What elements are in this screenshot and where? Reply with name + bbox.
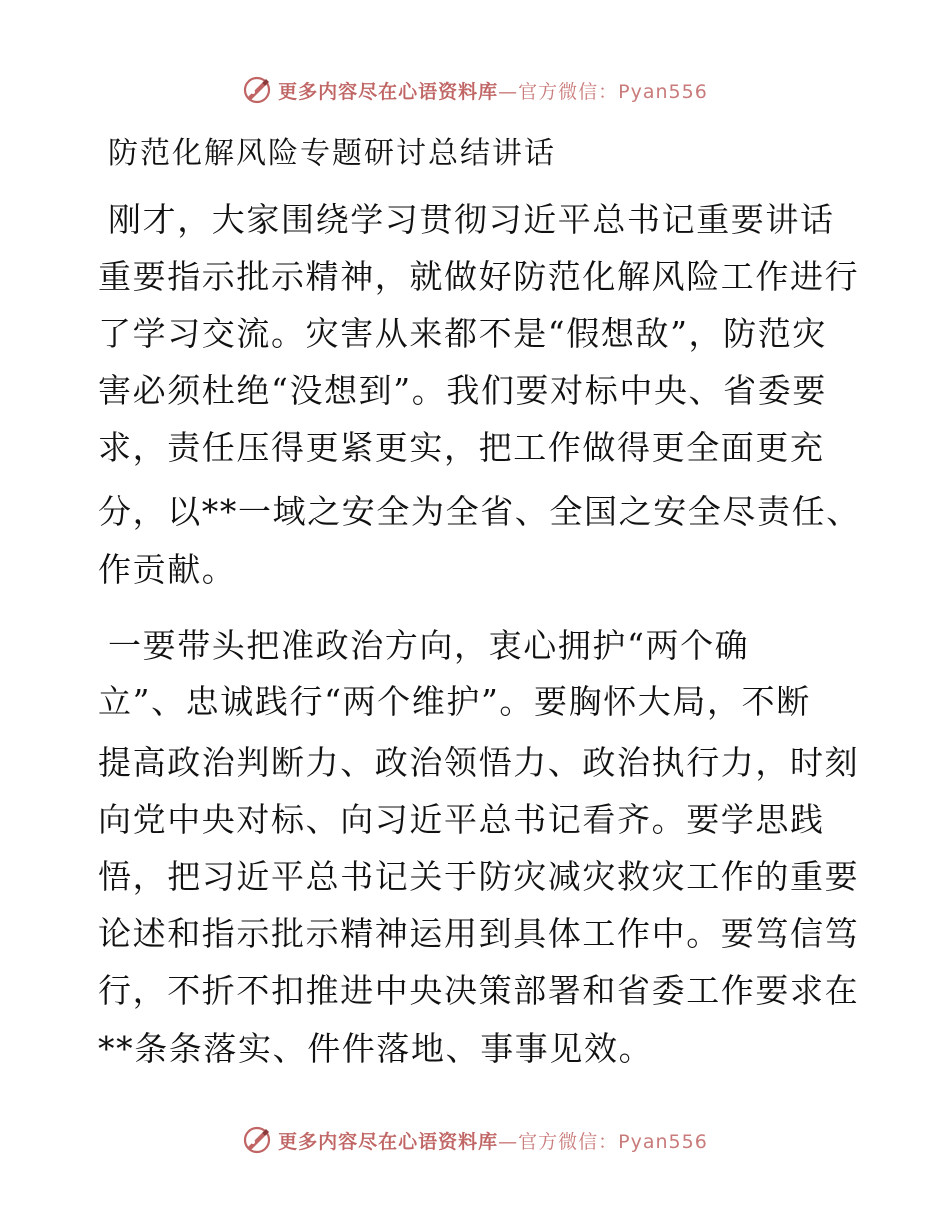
- text-line: 立”、忠诚践行“两个维护”。要胸怀大局，不断: [98, 682, 811, 721]
- text-line: 了学习交流。灾害从来都不是“假想敌”，防范灾: [98, 314, 827, 353]
- text-line: 求，责任压得更紧更实，把工作做得更全面更充: [98, 428, 825, 467]
- text-line: 害必须杜绝“没想到”。我们要对标中央、省委要: [98, 371, 827, 410]
- text-line: 向党中央对标、向习近平总书记看齐。要学思践: [98, 800, 825, 839]
- text-line: **条条落实、件件落地、事事见效。: [98, 1029, 654, 1068]
- text-line: 论述和指示批示精神运用到具体工作中。要笃信笃: [98, 914, 860, 953]
- text-line: 刚才，大家围绕学习贯彻习近平总书记重要讲话: [108, 200, 835, 239]
- text-line: 提高政治判断力、政治领悟力、政治执行力，时刻: [98, 743, 860, 782]
- banner-text: 更多内容尽在心语资料库—官方微信：Pyan556: [278, 80, 708, 103]
- text-line: 一要带头把准政治方向，衷心拥护“两个确: [108, 626, 750, 665]
- document-title: 防范化解风险专题研讨总结讲话: [108, 136, 556, 171]
- text-line: 行，不折不扣推进中央决策部署和省委工作要求在: [98, 971, 860, 1010]
- footer-watermark-banner: [0, 1120, 950, 1160]
- banner-text: 更多内容尽在心语资料库—官方微信：Pyan556: [278, 1130, 708, 1153]
- text-line: 作贡献。: [98, 550, 237, 589]
- header-watermark-banner: [0, 70, 950, 110]
- text-line: 分，以**一域之安全为全省、全国之安全尽责任、: [98, 492, 861, 531]
- pen-logo-icon: [242, 1125, 272, 1155]
- text-line: 重要指示批示精神，就做好防范化解风险工作进行: [98, 257, 860, 296]
- pen-logo-icon: [242, 75, 272, 105]
- text-line: 悟，把习近平总书记关于防灾减灾救灾工作的重要: [98, 857, 860, 896]
